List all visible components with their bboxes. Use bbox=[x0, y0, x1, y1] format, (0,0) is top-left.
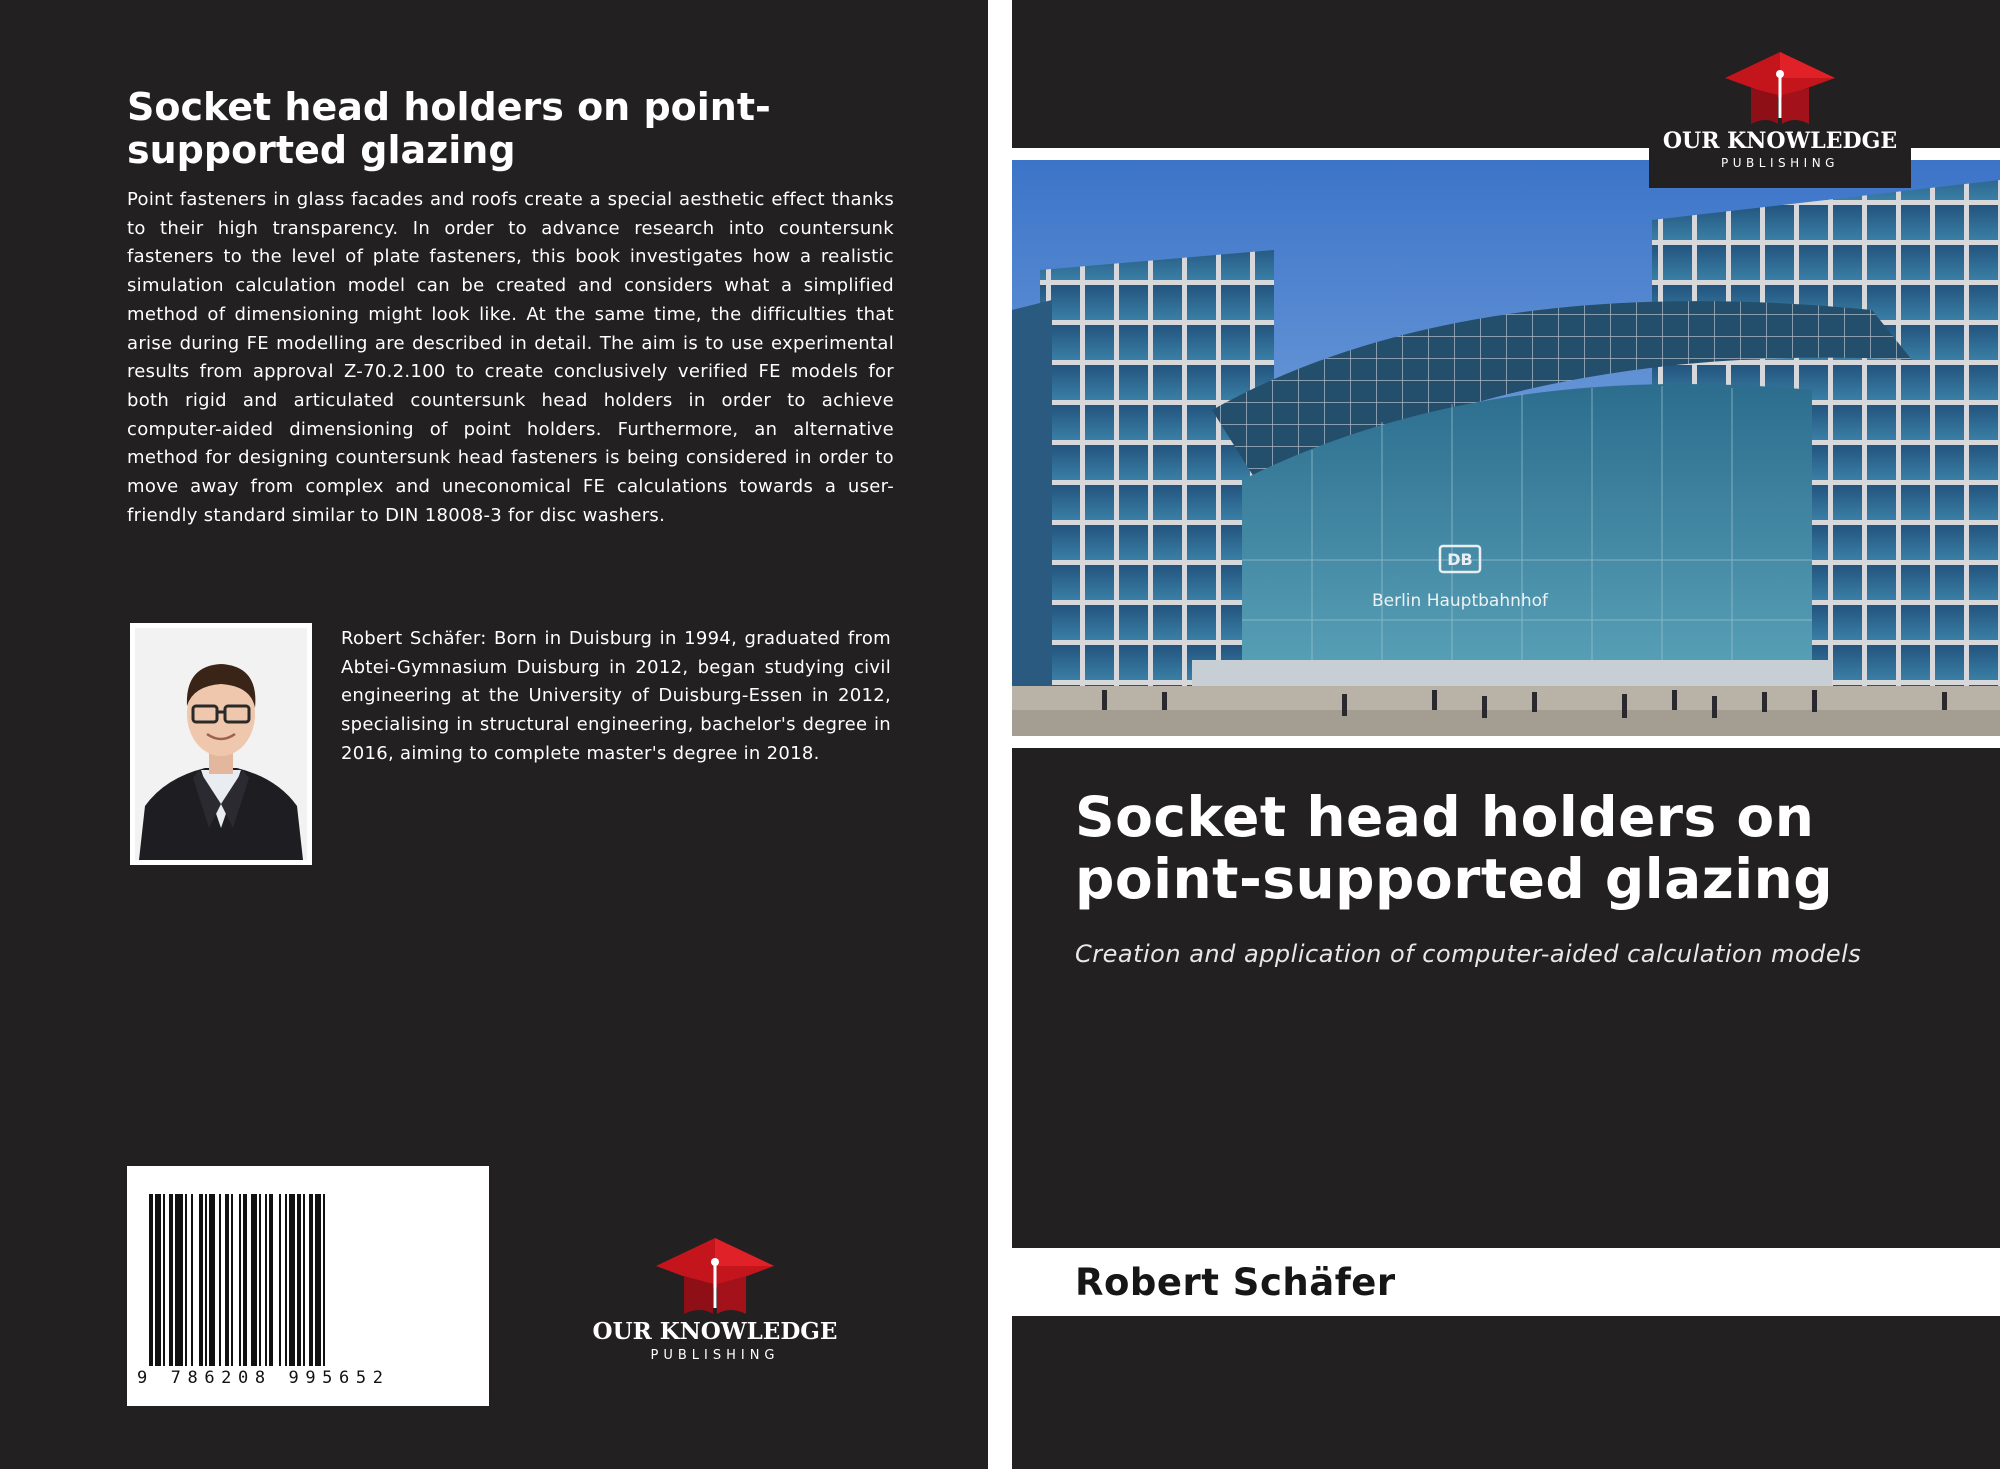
spine-gap bbox=[988, 0, 1012, 1469]
db-sign-logo: DB bbox=[1447, 550, 1473, 569]
station-sign-text: Berlin Hauptbahnhof bbox=[1371, 591, 1549, 611]
graduation-cap-book-icon bbox=[1649, 50, 1911, 130]
publisher-sub: PUBLISHING bbox=[650, 1348, 780, 1363]
front-cover-title: Socket head holders on point-supported glazing bbox=[1075, 785, 1834, 911]
back-cover-title: Socket head holders on point-supported glazing bbox=[127, 85, 771, 172]
back-cover-blurb: Point fasteners in glass facades and roofs create a special aesthetic effect thanks to their high transparency. In order to advance research into countersunk fasteners to the level of plate fasteners, this book investigates how a realistic simulation calculation model can be created and considers what a simplified method of dimensioning might look like. At the same time, the difficulties that arise during FE modelling are described in detail. The aim is to use experimental results from approval Z-70.2.100 to create conclusively verified FE models for both rigid and articulated countersunk head holders in order to achieve computer-aided dimensioning of point holders. Furthermore, an alternative method for designing countersunk head fasteners is being considered in order to move away from complex and uneconomical FE calculations towards a user-friendly standard similar to DIN 18008-3 for disc washers. bbox=[127, 189, 894, 526]
back-publisher-logo bbox=[590, 1236, 840, 1366]
isbn-barcode bbox=[127, 1166, 489, 1406]
publisher-name: OUR KNOWLEDGE bbox=[1662, 128, 1898, 154]
front-publisher-logo bbox=[1649, 46, 1911, 188]
front-cover-subtitle: Creation and application of computer-aided calculation models bbox=[1075, 940, 1862, 968]
isbn-digits: 9 786208 995652 bbox=[137, 1368, 390, 1388]
train-station-photo-icon bbox=[1012, 160, 2000, 736]
front-bottom-band bbox=[1012, 1316, 2000, 1469]
front-cover-photo bbox=[1012, 160, 2000, 736]
author-bio: Robert Schäfer: Born in Duisburg in 1994, graduated from Abtei-Gymnasium Duisburg in 2012, began studying civil engineering at the University of Duisburg-Essen in 2012, specialising in structural engineering, bachelor's degree in 2016, aiming to complete master's degree in 2018. bbox=[341, 628, 891, 764]
front-cover-author: Robert Schäfer bbox=[1075, 1261, 1396, 1304]
graduation-cap-book-icon bbox=[590, 1236, 840, 1316]
author-photo bbox=[130, 623, 312, 865]
publisher-sub: PUBLISHING bbox=[1721, 156, 1839, 170]
author-portrait-icon bbox=[135, 628, 307, 860]
publisher-name: OUR KNOWLEDGE bbox=[592, 1318, 838, 1345]
